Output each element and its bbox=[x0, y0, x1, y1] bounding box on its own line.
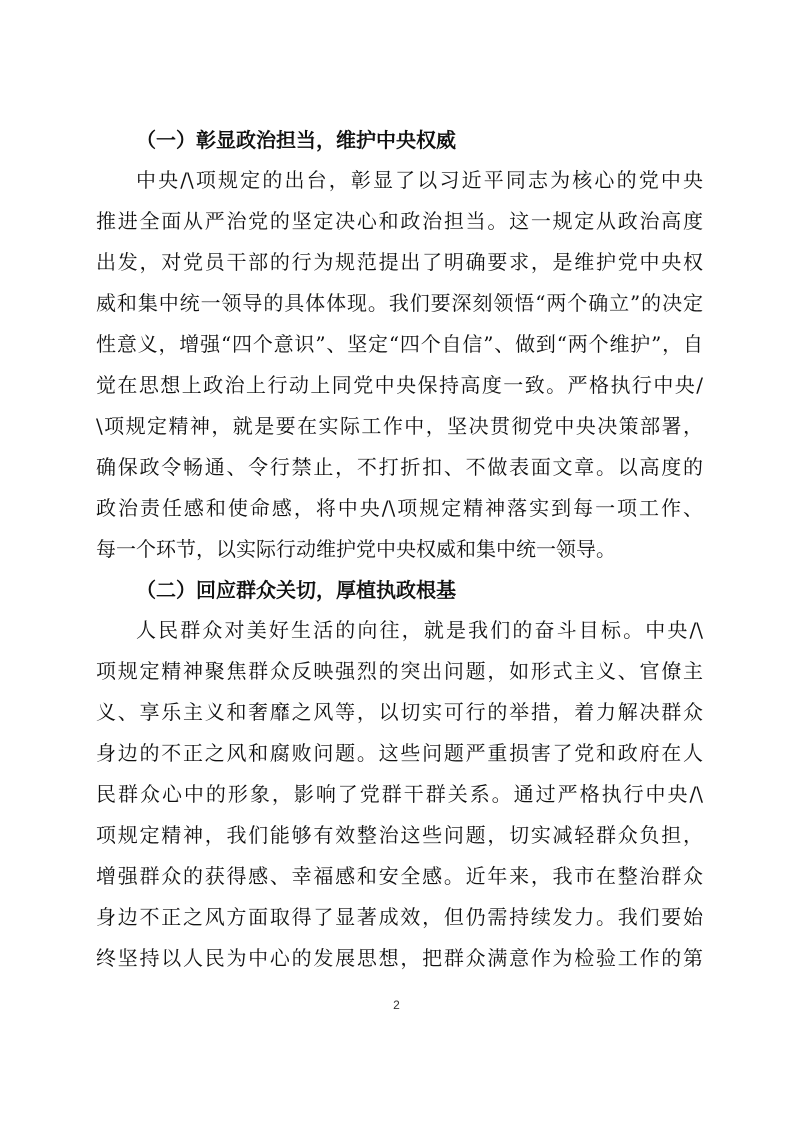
paragraph-line: 项规定精神，我们能够有效整治这些问题，切实减轻群众负担， bbox=[96, 823, 703, 847]
section-1-paragraph bbox=[96, 160, 703, 570]
paragraph-line: 性意义，增强“四个意识”、坚定“四个自信”、做到“两个维护”，自 bbox=[96, 332, 703, 356]
paragraph-line: 身边不正之风方面取得了显著成效，但仍需持续发力。我们要始 bbox=[96, 905, 703, 929]
paragraph-line: 增强群众的获得感、幸福感和安全感。近年来，我市在整治群众 bbox=[96, 864, 703, 888]
paragraph-line: \项规定精神，就是要在实际工作中，坚决贯彻党中央决策部署， bbox=[96, 414, 703, 438]
paragraph-line: 政治责任感和使命感，将中央/\项规定精神落实到每一项工作、 bbox=[96, 496, 703, 520]
paragraph-line: 觉在思想上政治上行动上同党中央保持高度一致。严格执行中央/ bbox=[96, 373, 703, 397]
section-heading-1: （一）彰显政治担当，维护中央权威 bbox=[136, 128, 456, 152]
paragraph-line: 义、享乐主义和奢靡之风等，以切实可行的举措，着力解决群众 bbox=[96, 700, 703, 724]
document-body bbox=[96, 120, 703, 979]
paragraph-line: 项规定精神聚焦群众反映强烈的突出问题，如形式主义、官僚主 bbox=[96, 659, 703, 683]
paragraph-line: 确保政令畅通、令行禁止，不打折扣、不做表面文章。以高度的 bbox=[96, 455, 703, 479]
paragraph-line: 人民群众对美好生活的向往，就是我们的奋斗目标。中央/\ bbox=[136, 618, 703, 642]
paragraph-line: 威和集中统一领导的具体体现。我们要深刻领悟“两个确立”的决定 bbox=[96, 291, 703, 315]
section-heading-2: （二）回应群众关切，厚植执政根基 bbox=[136, 578, 456, 602]
paragraph-line: 民群众心中的形象，影响了党群干群关系。通过严格执行中央/\ bbox=[96, 782, 703, 806]
page-number: 2 bbox=[393, 998, 400, 1012]
paragraph-line: 每一个环节，以实际行动维护党中央权威和集中统一领导。 bbox=[96, 537, 616, 561]
paragraph-line: 身边的不正之风和腐败问题。这些问题严重损害了党和政府在人 bbox=[96, 741, 703, 765]
paragraph-line: 出发，对党员干部的行为规范提出了明确要求，是维护党中央权 bbox=[96, 250, 703, 274]
paragraph-line: 中央/\项规定的出台，彰显了以习近平同志为核心的党中央 bbox=[136, 168, 703, 192]
section-2-paragraph bbox=[96, 610, 703, 979]
paragraph-line: 推进全面从严治党的坚定决心和政治担当。这一规定从政治高度 bbox=[96, 209, 703, 233]
paragraph-line: 终坚持以人民为中心的发展思想，把群众满意作为检验工作的第 bbox=[96, 946, 703, 970]
